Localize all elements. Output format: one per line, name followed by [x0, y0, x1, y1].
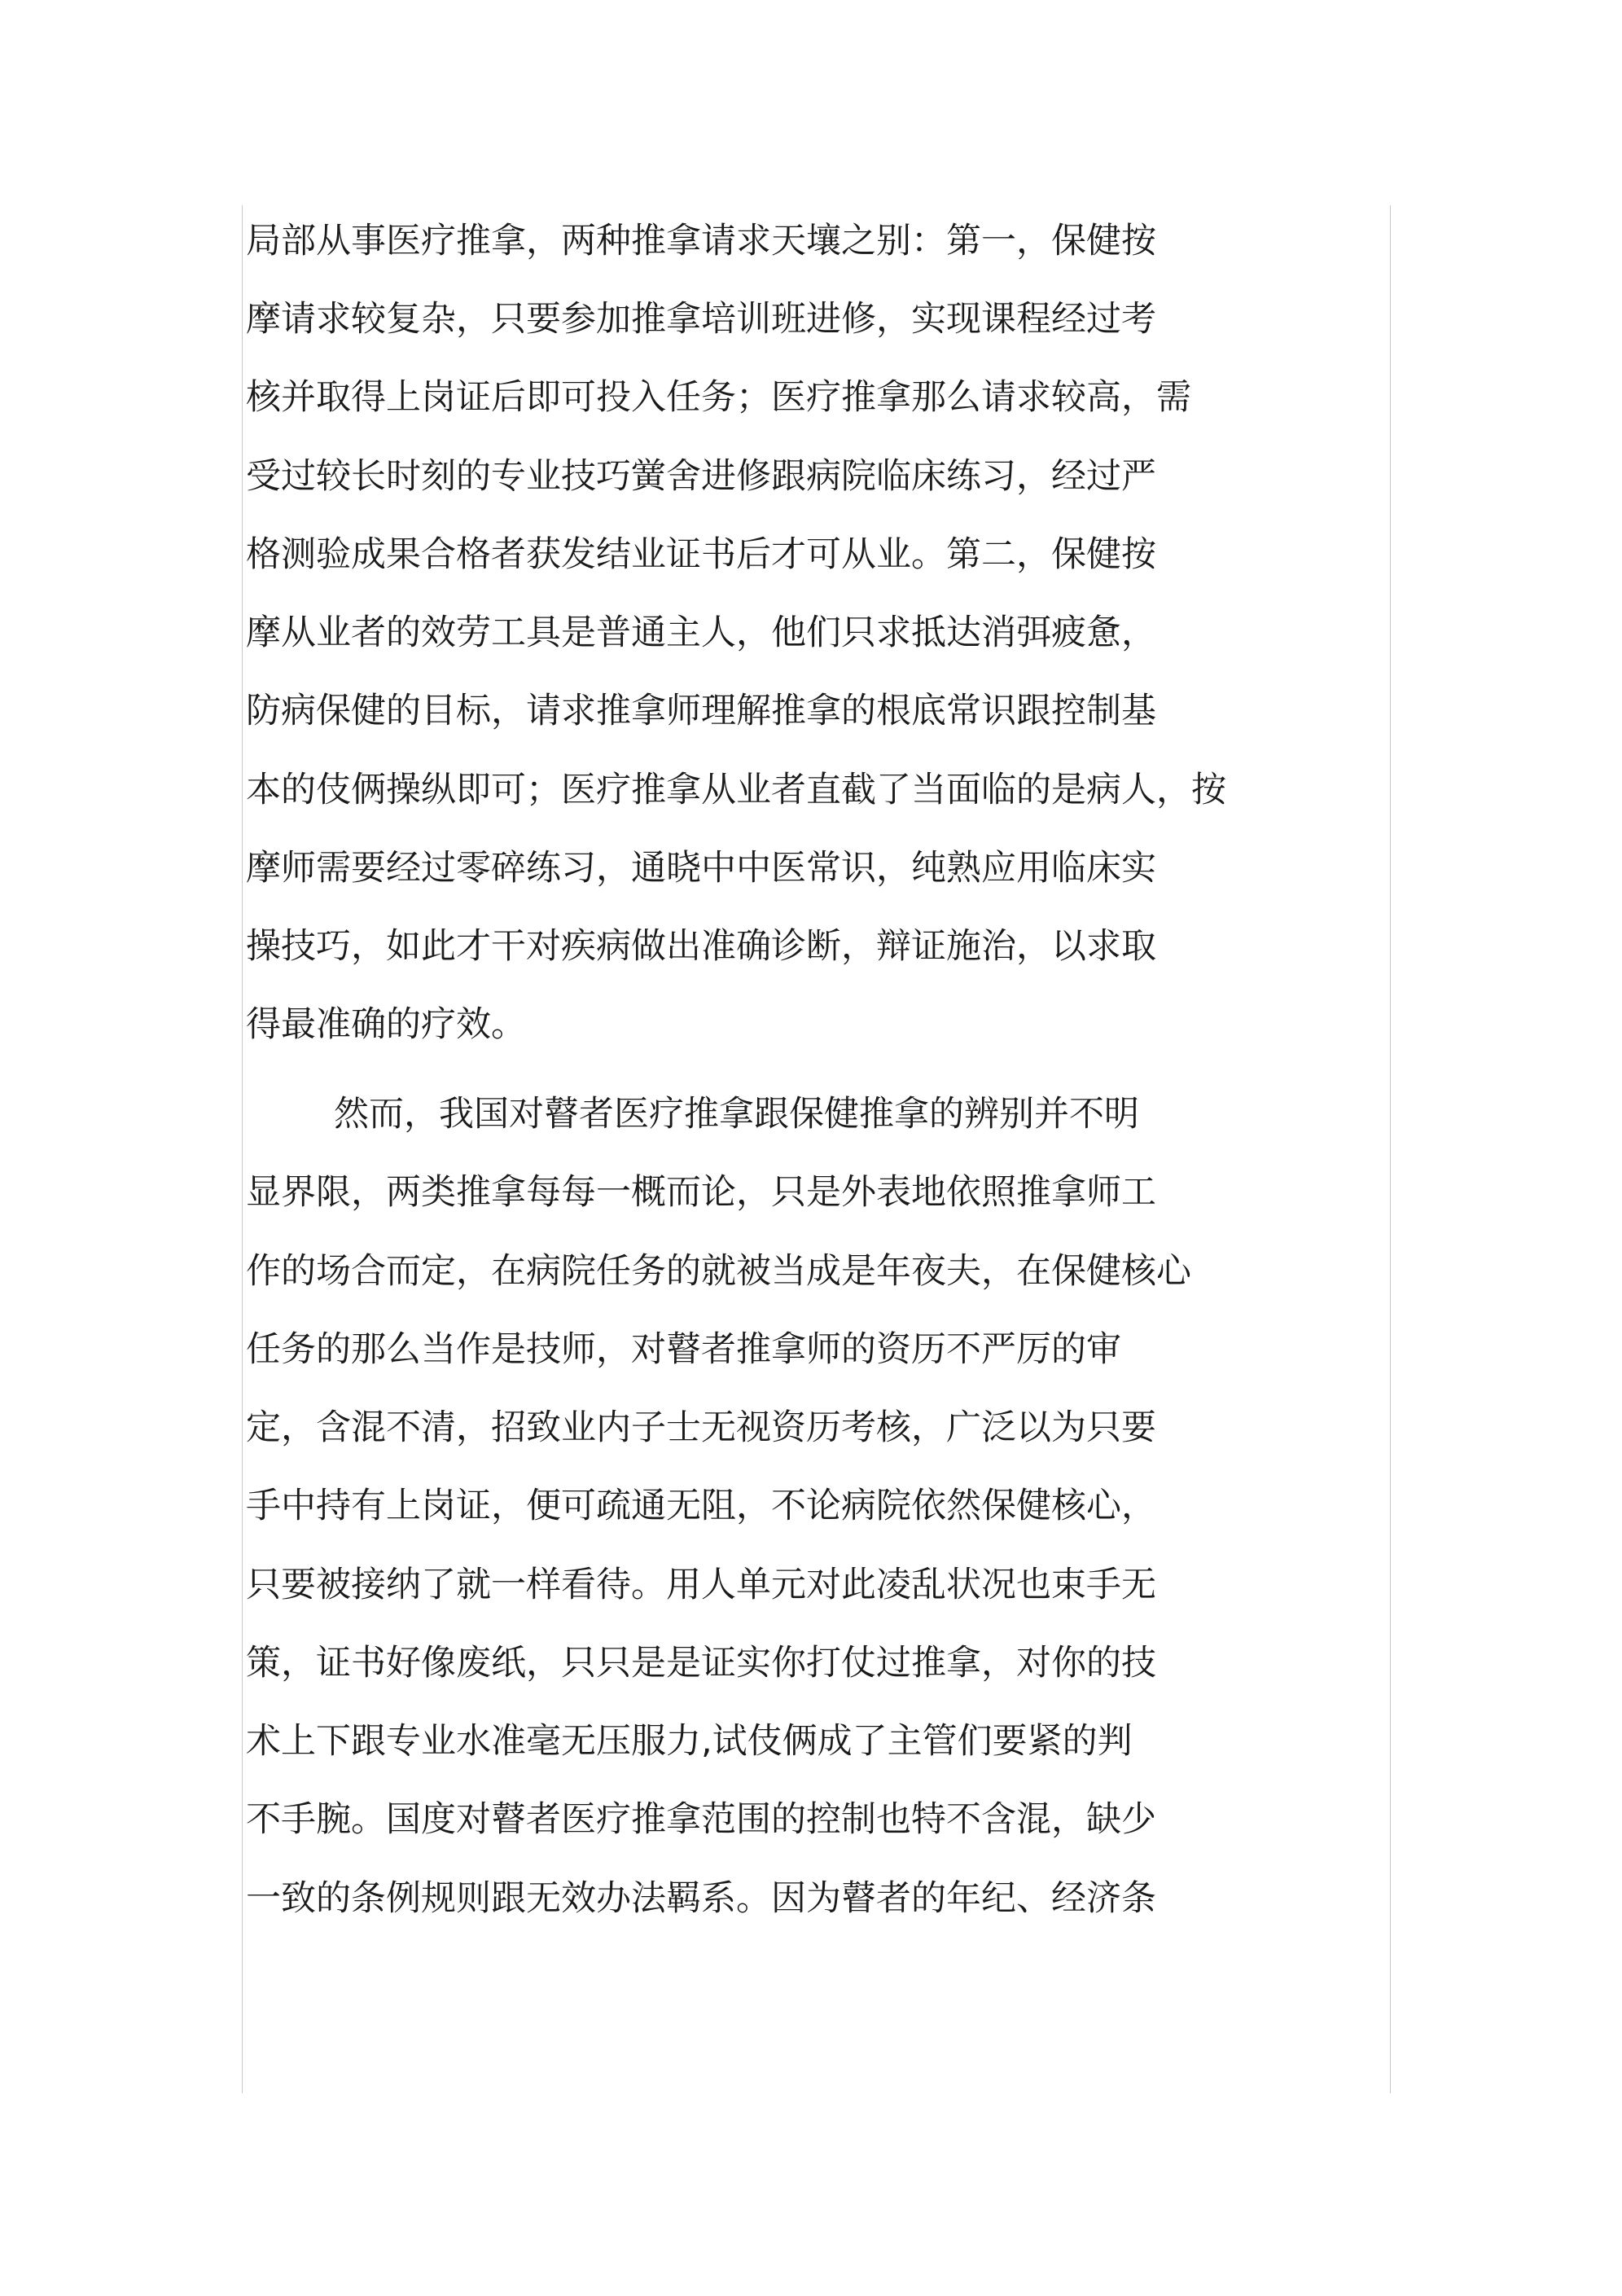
text-line: 摩请求较复杂，只要参加推拿培训班进修，实现课程经过考 [246, 299, 1156, 340]
text-line: 手中持有上岗证，便可疏通无阻，不论病院依然保健核心， [246, 1486, 1156, 1526]
text-line: 显界限，两类推拿每每一概而论，只是外表地依照推拿师工 [246, 1172, 1156, 1213]
text-line: 格测验成果合格者获发结业证书后才可从业。第二，保健按 [246, 534, 1156, 575]
right-margin-rule [1390, 205, 1391, 2093]
text-line: 本的伎俩操纵即可；医疗推拿从业者直截了当面临的是病人，按 [246, 770, 1226, 810]
text-line: 摩师需要经过零碎练习，通晓中中医常识，纯熟应用临床实 [246, 848, 1156, 889]
text-line: 受过较长时刻的专业技巧黉舍进修跟病院临床练习，经过严 [246, 456, 1156, 497]
text-line: 不手腕。国度对瞽者医疗推拿范围的控制也特不含混，缺少 [246, 1799, 1156, 1840]
text-line: 核并取得上岗证后即可投入任务；医疗推拿那么请求较高，需 [246, 377, 1191, 418]
text-line: 防病保健的目标，请求推拿师理解推拿的根底常识跟控制基 [246, 691, 1156, 731]
text-line: 一致的条例规则跟无效办法羁系。因为瞽者的年纪、经济条 [246, 1878, 1156, 1919]
text-line: 得最准确的疗效。 [246, 1004, 526, 1045]
text-line: 只要被接纳了就一样看待。用人单元对此凌乱状况也束手无 [246, 1565, 1156, 1605]
text-line: 作的场合而定，在病院任务的就被当成是年夜夫，在保健核心 [246, 1251, 1191, 1292]
text-line: 然而，我国对瞽者医疗推拿跟保健推拿的辨别并不明 [334, 1094, 1139, 1135]
text-line: 局部从事医疗推拿，两种推拿请求天壤之别：第一，保健按 [246, 221, 1156, 261]
text-line: 术上下跟专业水准毫无压服力,试伎俩成了主管们要紧的判 [246, 1721, 1133, 1762]
text-line: 策，证书好像废纸，只只是是证实你打仗过推拿，对你的技 [246, 1643, 1156, 1684]
text-line: 操技巧，如此才干对疾病做出准确诊断，辩证施治，以求取 [246, 926, 1156, 967]
text-line: 任务的那么当作是技师，对瞽者推拿师的资历不严厉的审 [246, 1329, 1121, 1370]
left-margin-rule [242, 205, 243, 2093]
text-line: 定，含混不清，招致业内子士无视资历考核，广泛以为只要 [246, 1407, 1156, 1448]
text-line: 摩从业者的效劳工具是普通主人，他们只求抵达消弭疲惫， [246, 612, 1156, 653]
